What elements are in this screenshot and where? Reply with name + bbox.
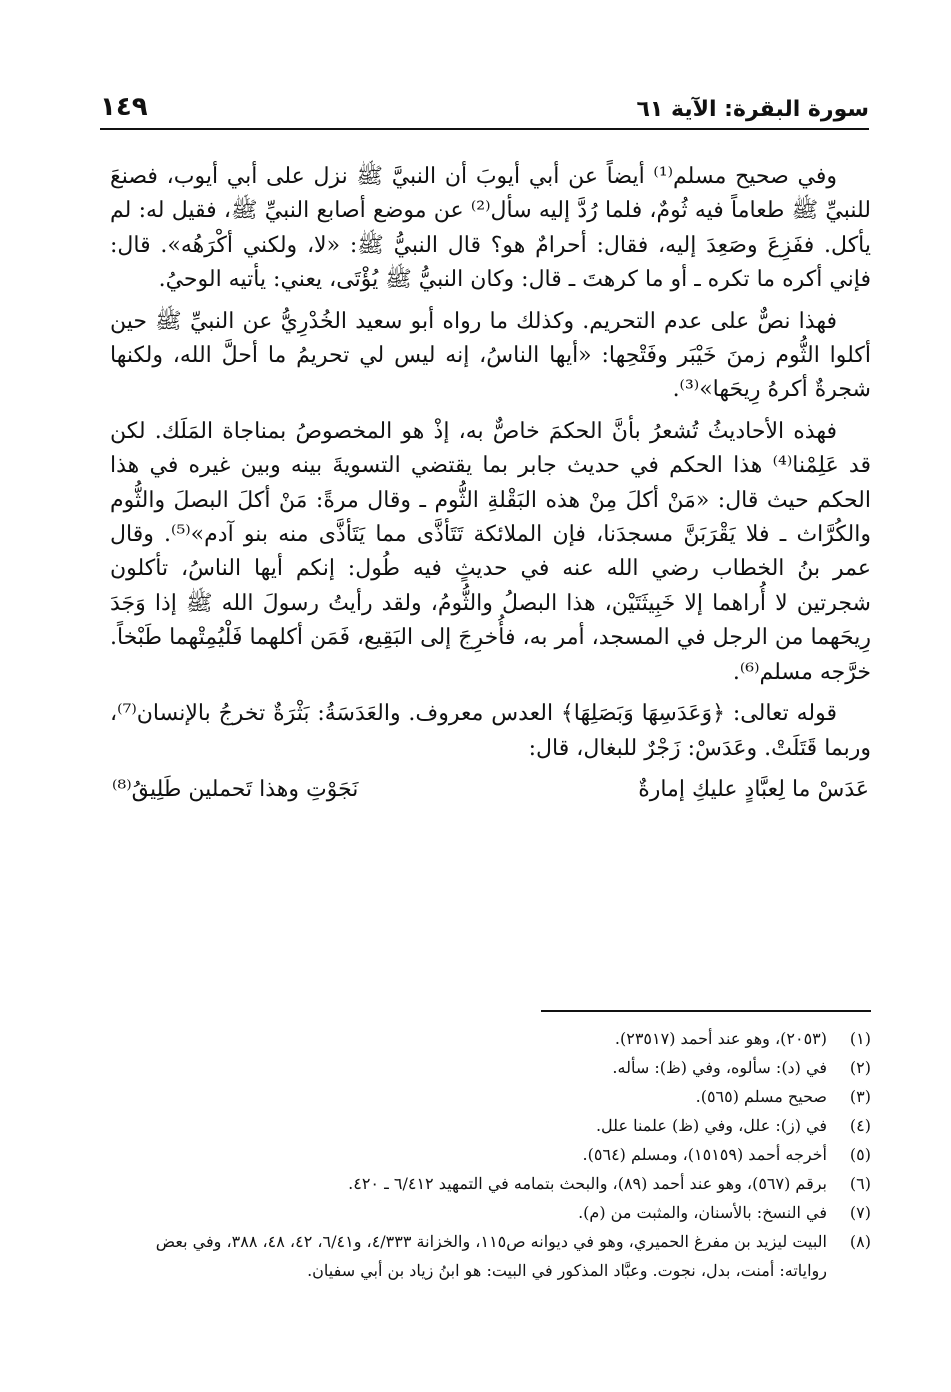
footnote-number: (٦) [849,1174,871,1193]
footnote-text: برقم (٥٦٧)، وهو عند أحمد (٨٩)، والبحث بتمامه في التمهيد ٦/٤١٢ ـ ٤٢٠. [348,1174,827,1193]
footnote-number: (٢) [849,1058,871,1077]
main-text [110,160,871,807]
footnote [110,1111,871,1140]
footnote-text: أخرجه أحمد (١٥١٥٩)، ومسلم (٥٦٤). [582,1145,827,1164]
footnote-number: (١) [849,1029,871,1048]
running-title: سورة البقرة: الآية ٦١ [636,97,869,122]
footnote-number: (٣) [849,1087,871,1106]
footnote-number: (٤) [849,1116,871,1135]
footnotes [110,1024,871,1285]
footnote [110,1082,871,1111]
footnote-number: (٧) [849,1203,871,1222]
footnote [110,1024,871,1053]
footnote-text: في النسخ: بالأسنان، والمثبت من (م). [578,1203,827,1222]
footnote-text: في (د): سألوه، وفي (ظ): سأله. [612,1058,827,1077]
page-number: ١٤٩ [100,92,148,122]
paragraph: فهذه الأحاديثُ تُشعرُ بأنَّ الحكمَ خاصٌّ به، إذْ هو المخصوصُ بمناجاة المَلَك. لكن قد عَلِمْنا⁽⁴⁾ هذا الحكم في حديث جابر بما يقتضي التسويةَ بينه وبين غيره في هذا الحكم حيث قال: «مَنْ أكلَ مِنْ هذه البَقْلةِ الثُّوم ـ وقال مرةً: مَنْ أكلَ البصلَ والثُّوم والكُرَّاث ـ فلا يَقْرَبَنَّ مسجدَنا، فإن الملائكة تَتَأذَّى مما يَتَأذَّى منه بنو آدم»⁽⁵⁾. وقال عمر بنُ الخطاب رضي الله عنه في حديثٍ فيه طُول: إنكم أيها الناسُ، تأكلون شجرتين لا أُراهما إلا خَبِيثَتَيْن، هذا البصلُ والثُّومُ، ولقد رأيتُ رسولَ الله ﷺ إذا وَجَدَ رِيحَهما من الرجل في المسجد، أمر به، فأُخرِجَ إلى البَقِيع، فَمَن أكلهما فَلْيُمِتْهما طَبْخاً. خرَّجه مسلم⁽⁶⁾. [110,418,871,685]
paragraph: فهذا نصٌّ على عدم التحريم. وكذلك ما رواه أبو سعيد الخُدْرِيُّ عن النبيِّ ﷺ حين أكلوا الثُّوم زمنَ خَيْبَر وفَتْحِها: «أيها الناسُ، إنه ليس لي تحريمُ ما أحلَّ الله، ولكنها شجرةٌ أكرهُ رِيحَها»⁽³⁾. [110,308,871,403]
footnote [110,1053,871,1082]
footnote-number: (٥) [849,1145,871,1164]
poetry-verse [110,773,871,807]
footnote-text: (٢٠٥٣)، وهو عند أحمد (٢٣٥١٧). [614,1029,827,1048]
paragraph: قوله تعالى: ﴿وَعَدَسِهَا وَبَصَلِهَا﴾ العدس معروف. والعَدَسَةُ: بَثْرَةٌ تخرجُ بالإنسان⁽⁷⁾، وربما قَتَلَتْ. وعَدَسْ: زَجْرٌ للبغال، قال: [110,701,871,761]
footnote-separator [541,1010,871,1012]
footnote-number: (٨) [849,1232,871,1251]
footnote-text: صحيح مسلم (٥٦٥). [695,1087,827,1106]
footnote-text: البيت ليزيد بن مفرغ الحميري، وهو في ديوانه ص١١٥، والخزانة ٤/٣٣٣، و٦/٤١، ٤٢، ٤٨، ٣٨٨، وفي بعض رواياته: أمنت، بدل، نجوت. وعبَّاد المذكور في البيت: هو ابنُ زياد بن أبي سفيان. [155,1232,827,1280]
verse-first-hemistich: عَدَسْ ما لِعبَّادٍ عليكِ إمارةٌ [638,776,869,802]
page-header [100,86,869,130]
footnote [110,1198,871,1227]
footnote [110,1227,871,1285]
paragraph: وفي صحيح مسلم⁽¹⁾ أيضاً عن أبي أيوبَ أن النبيَّ ﷺ نزل على أبي أيوب، فصنعَ للنبيِّ ﷺ طعاماً فيه ثُومٌ، فلما رُدَّ إليه سأل⁽²⁾ عن موضع أصابع النبيِّ ﷺ، فقيل له: لم يأكل. ففَزِعَ وصَعِدَ إليه، فقال: أحرامٌ هو؟ قال النبيُّ ﷺ: «لا، ولكني أكْرَهُه». قال: فإني أكره ما تكره ـ أو ما كرهتَ ـ قال: وكان النبيُّ ﷺ يُؤْتَى، يعني: يأتيه الوحيُ. [110,164,871,293]
footnote [110,1169,871,1198]
footnote [110,1140,871,1169]
verse-second-hemistich: نَجَوْتِ وهذا تَحملين طَلِيقُ⁽⁸⁾ [112,776,359,802]
footnote-text: في (ز): علل، وفي (ظ) علمنا علل. [595,1116,827,1135]
